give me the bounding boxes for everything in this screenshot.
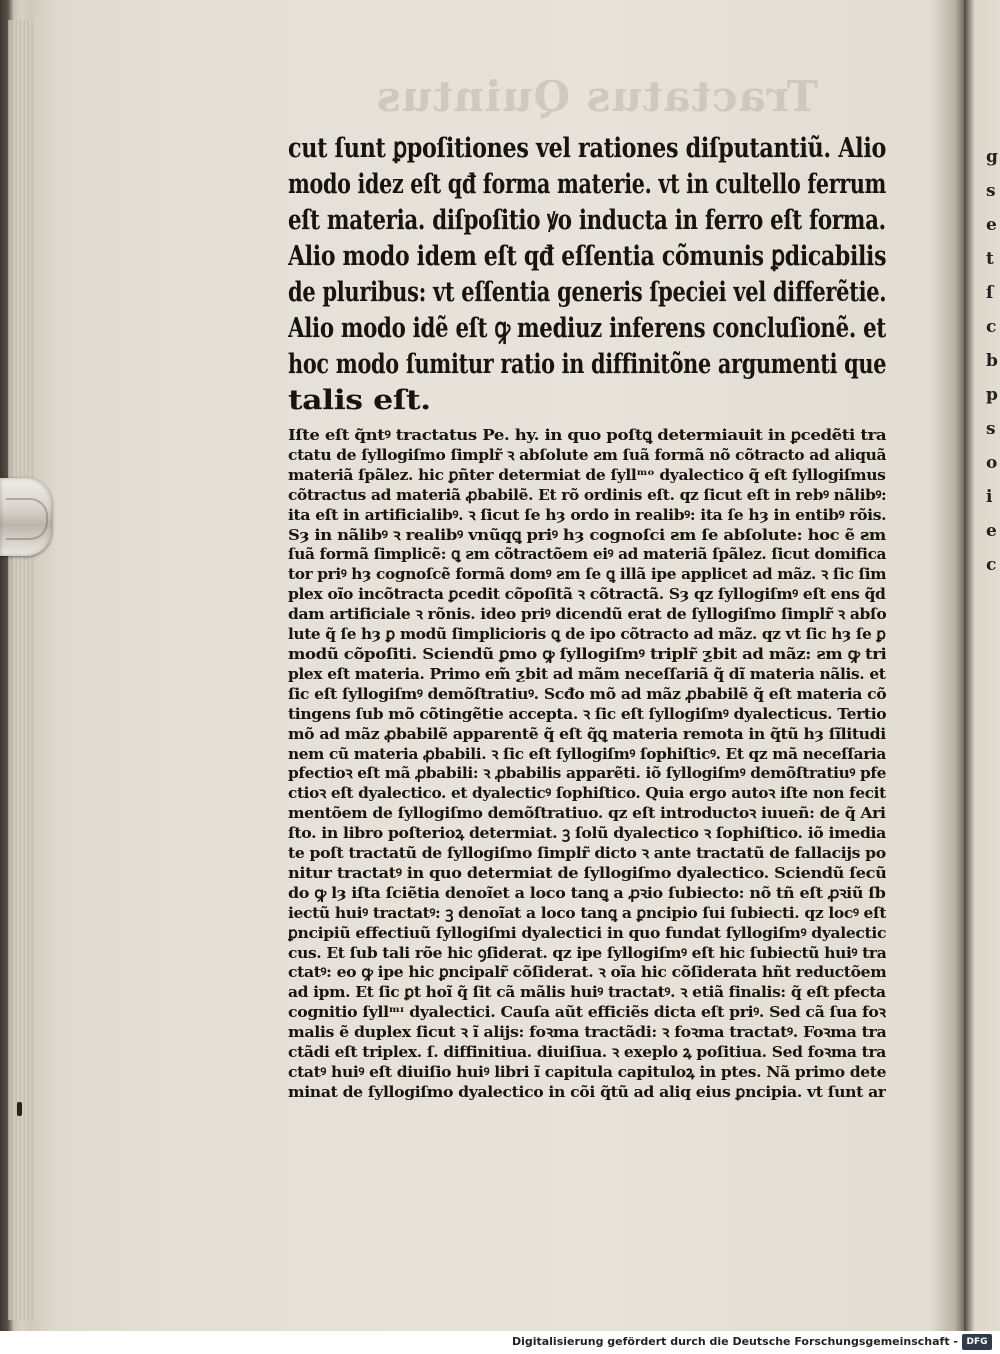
commentary-line: dam artificiale ꝛ rõnis. ideo priꝰ dicendũ erat de ſyllogiſmo ſimplr̃ ꝛ abſo	[288, 605, 887, 624]
next-page-letter: s	[986, 419, 996, 439]
commentary-line: ad ipm. Et ſic ꝑt hoĩ q̃ ſit cã mãlis huiꝰ tractatꝰ. ꝛ etiã finalis: q̃ eſt pfecta	[288, 983, 886, 1002]
next-page-letters	[986, 140, 1000, 582]
commentary-line: ctatꝰ: eo ꝙ ipe hic ꝑncipalr̃ cõſiderat. ꝛ oĩa hic cõſiderata hñt reductõem	[288, 963, 886, 982]
large-text-line: modo idez eſt qđ forma materie. vt in cultello ferrum	[288, 168, 886, 200]
commentary-line: ctãdi eſt triplex. ſ. diffinitiua. diuiſiua. ꝛ exeplo ꝝ poſitiua. Sed foꝛma tra	[288, 1043, 886, 1062]
large-text-line: Alio modo idẽ eſt ꝙ mediuz inferens concluſionẽ. et	[288, 312, 886, 344]
next-page-letter: t	[986, 249, 994, 269]
commentary-line: Sȝ in nãlibꝰ ꝛ realibꝰ vnũqꝗ priꝰ hȝ cognoſci ƨm ſe abſolute: hoc ẽ ƨm	[288, 525, 886, 544]
next-page-letter: e	[986, 521, 997, 541]
next-page-letter: p	[986, 385, 998, 405]
next-page-letter: c	[986, 555, 997, 575]
commentary-line: materiã ſpãlez. hic ꝑñter determiat de ſyllᵐᵒ dyalectico q̃ eſt ſyllogiſmus	[288, 465, 886, 484]
commentary-line: mõ ad mãz ꝓbabilẽ apparentẽ q̃ eſt q̃ꝗ materia remota in q̃tũ hȝ ſĩlitudi	[288, 724, 886, 743]
dfg-logo: DFG	[962, 1334, 992, 1350]
next-page-letter: b	[986, 351, 998, 371]
commentary-line: ctioꝛ eſt dyalectico. et dyalecticꝰ ſophiſtico. Quia ergo autoꝛ iſte non fecit	[288, 784, 886, 803]
commentary-line: ſuã formã ſimplicẽ: ꝗ ƨm cõtractõem eiꝰ ad materiã ſpãlez. ſicut domifica	[288, 545, 886, 564]
large-text-line: eſt materia. diſpoſitio ꝟo inducta in ferro eſt forma.	[288, 204, 886, 236]
digitization-banner	[0, 1331, 1000, 1354]
commentary-line: ita eſt in artificialibꝰ. ꝛ ſicut ſe hȝ ordo in realibꝰ: ita ſe hȝ in entibꝰ rõis.	[288, 505, 886, 524]
commentary-line: cõtractus ad materiã ꝓbabilẽ. Et rõ ordinis eſt. qz ſicut eſt in rebꝰ nãlibꝰ:	[288, 485, 886, 504]
next-page-letter: i	[986, 487, 993, 507]
page-clip-inner	[6, 498, 48, 540]
commentary-line: tor priꝰ hȝ cognoſcẽ formã domꝰ ƨm ſe ꝗ illã ipe applicet ad mãz. ꝛ ſic ſim	[288, 565, 886, 584]
next-page-letter: e	[986, 215, 997, 235]
commentary-line: te poſt tractatũ de ſyllogiſmo ſimplr̃ dicto ꝛ ante tractatũ de fallacijs po	[288, 844, 886, 863]
large-text-line: cut ſunt ꝑpoſitiones vel rationes diſputantiũ. Alio	[288, 132, 886, 164]
commentary-line: ꝑncipiũ effectiuũ ſyllogiſmi dyalectici in quo fundat ſyllogiſmꝰ dyalectic	[288, 923, 886, 942]
next-page-letter: g	[986, 147, 998, 167]
commentary-line: malis ẽ duplex ſicut ꝛ ĩ alijs: foꝛma tractãdi: ꝛ foꝛma tractatꝰ. Foꝛma tra	[288, 1023, 886, 1042]
next-page-letter: s	[986, 181, 996, 201]
large-type-paragraph	[288, 130, 886, 418]
commentary-line: Iſte eſt q̃ntꝰ tractatus Pe. hy. in quo poſtꝗ determiauit in ꝑcedẽti tra	[288, 426, 886, 444]
commentary-line: plex eſt materia. Primo em̃ ƺbit ad mãm neceſſariã q̃ dĩ materia nãlis. et	[288, 664, 886, 683]
commentary-line: ctatꝰ huiꝰ eſt diuiſio huiꝰ libri ĩ capitula capituloꝝ in ptes. Nã primo dete	[288, 1063, 887, 1081]
commentary-line: plex oĩo incõtracta ꝑcedit cõpoſitã ꝛ cõtractã. Sȝ qz ſyllogiſmꝰ eſt ens q̃d	[288, 585, 886, 604]
commentary-line: ſic eſt ſyllogiſmꝰ demõſtratiuꝰ. Scđo mõ ad mãz ꝓbabilẽ q̃ eſt materia cõ	[288, 684, 886, 703]
commentary-line: cus. Et ſub tali rõe hic ꝯſiderat. qz ipe ſyllogiſmꝰ eſt hic ſubiectũ huiꝰ tra	[288, 943, 886, 962]
commentary-line: lute q̃ ſe hȝ ꝑ modũ ſimplicioris ꝗ de ipo cõtracto ad mãz. qz vt ſic hȝ ſe ꝑ	[288, 625, 886, 644]
next-page-letter: ſ	[986, 283, 994, 303]
text-block	[288, 130, 886, 1103]
bleed-through-header: Tractatus Quintus	[375, 72, 818, 121]
commentary-line: minat de ſyllogiſmo dyalectico in cõi q̃tũ ad aliq eius ꝑncipia. vt ſunt ar	[288, 1082, 886, 1101]
next-page-letter: c	[986, 317, 997, 337]
large-text-line: Alio modo idem eſt qđ eſſentia cõmunis ꝑdicabilis	[288, 240, 886, 272]
margin-mark	[17, 1102, 22, 1116]
large-text-line: talis eſt.	[288, 384, 431, 416]
commentary-line: pfectioꝛ eſt mã ꝓbabili: ꝛ ꝓbabilis apparẽti. iõ ſyllogiſmꝰ demõſtratiuꝰ pfe	[288, 764, 886, 783]
commentary-line: nem cũ materia ꝓbabili. ꝛ ſic eſt ſyllogiſmꝰ ſophiſticꝰ. Et qz mã neceſſaria	[288, 744, 886, 763]
large-text-line: de pluribus: vt eſſentia generis ſpeciei vel differẽtie.	[288, 276, 886, 308]
large-text-line: hoc modo ſumitur ratio in diffinitõne argumenti que	[288, 348, 886, 380]
commentary-line: ctatu de ſyllogiſmo ſimplr̃ ꝛ abſolute ƨm ſuã formã nõ cõtracto ad aliquã	[288, 445, 886, 464]
commentary-line: ſto. in libro poſterioꝝ determiat. ꝫ ſolũ dyalectico ꝛ ſophiſtico. iõ imedia	[288, 824, 886, 843]
commentary-line: nitur tractatꝰ in quo determiat de ſyllogiſmo dyalectico. Sciendũ ſecũ	[288, 863, 886, 882]
commentary-line: tingens ſub mõ cõtingẽtie accepta. ꝛ ſic eſt ſyllogiſmꝰ dyalecticus. Tertio	[288, 704, 886, 723]
commentary-line: mentõem de ſyllogiſmo demõſtratiuo. qz eſt introductoꝛ iuueñ: de q̃ Ari	[288, 804, 886, 823]
page-fore-edges	[8, 20, 34, 1320]
commentary-line: modũ cõpoſiti. Sciendũ ꝑmo ꝙ ſyllogiſmꝰ triplr̃ ƺbit ad mãz: ƨm ꝙ tri	[288, 644, 886, 663]
commentary-paragraph	[288, 426, 886, 1103]
commentary-line: cognitio ſyllᵐᶦ dyalectici. Cauſa aũt efficiẽs dicta eſt priꝰ. Sed cã ſua foꝛ	[288, 1003, 886, 1022]
commentary-line: iectũ huiꝰ tractatꝰ: ꝫ denoĩat a loco tanꝗ a ꝑncipio ſui ſubiecti. qz locꝰ eſt	[288, 903, 886, 922]
next-page-letter: o	[986, 453, 998, 473]
commentary-line: do ꝙ lȝ iſta ſciẽtia denoĩet a loco tanꝗ a ꝓꝛio ſubiecto: nõ tñ eſt ꝓꝛiũ ſb	[288, 883, 886, 902]
banner-text: Digitalisierung gefördert durch die Deutsche Forschungsgemeinschaft -	[511, 1335, 958, 1348]
